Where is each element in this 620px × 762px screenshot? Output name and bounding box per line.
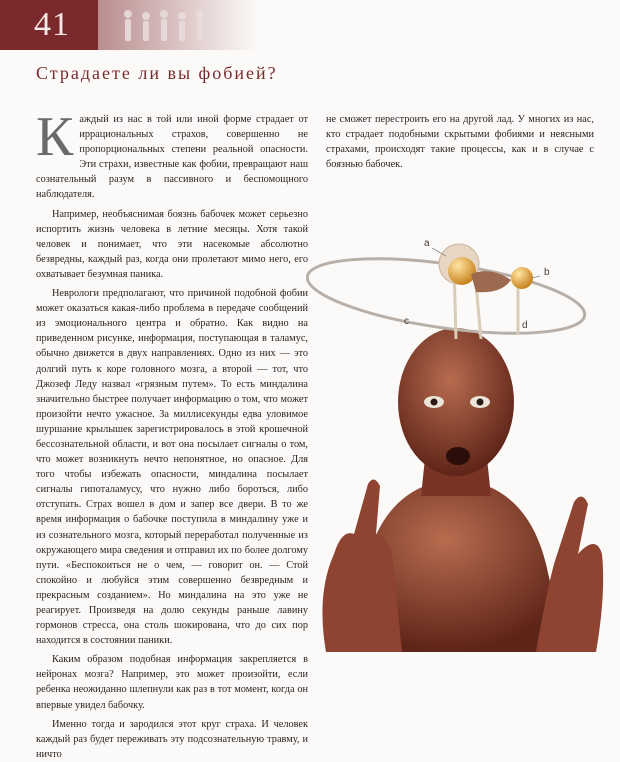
page-number-box: [0, 0, 98, 50]
text-column-left: [36, 106, 308, 762]
paragraph-3: Неврологи предполагают, что причиной подобной фобии может оказаться какая-либо проблема в передаче сообщений из эмоционального центра и обратно. Как видно на приведенном рисунке, информация, поступающая в таламус, обычно движется в двух направлениях. Одно из них — это долгий путь к коре головного мозга, а второй — тот, что Джозеф Леду назвал «грязным путем». То есть миндалина значительно быстрее получает информацию о том, что может произойти нечто ужасное. За миллисекунды едва уловимое шуршание крылышек зарегистрировалось в этой крошечной бессознательной области, и вот она посылает сигналы о том, что может возникнуть нечто непонятное, но опасное. Для того чтобы избежать опасности, миндалина посылает сигналы гипоталамусу, что нужно либо бороться, либо отступать. Страх вошел в дом и запер все двери. В то же время информация о бабочке поступила в миндалину уже и из сознательного мозга, который переработал полученные из окружающего мира сведения и отправил их по более долгому пути. «Беспокоиться не о чем, — говорит он. — Стой спокойно и любуйся этим совершенно безвредным и прекрасным созданием». Но миндалина на это уже не реагирует. Произведя на долю секунды раньше лавину гормонов стресса, она столь шокирована, что до сих пор находится в состоянии паники.: [36, 288, 308, 647]
paragraph-1-text: аждый из нас в той или иной форме страдает от иррациональных страхов, совершенно не пропорциональных степени реальной опасности. Эти страхи, известные как фобии, превращают наш сознательный разум в пассивного и беспомощного наблюдателя.: [36, 114, 308, 201]
figure-label-a: a: [424, 238, 430, 249]
drop-cap: К: [36, 106, 74, 168]
paragraph-1: [36, 106, 308, 203]
left-hand: [322, 479, 402, 652]
text-column-right: [326, 112, 594, 172]
page-number: 41: [34, 6, 70, 43]
figure-label-b: b: [544, 267, 550, 278]
paragraph-6: не сможет перестроить его на другой лад. У многих из нас, кто страдает подобными скрытыми фобиями и неясными страхами, происходят такие процессы, как и в случае с боязнью бабочек.: [326, 114, 594, 171]
figure-label-c: c: [404, 316, 409, 327]
cortex-ball: [511, 267, 533, 289]
mouth: [446, 447, 470, 465]
figure-label-d: d: [522, 320, 528, 331]
paragraph-5: Именно тогда и зародился этот круг страха. И человек каждый раз будет переживать эту подсознательную травму, и ничто: [36, 718, 308, 760]
paragraph-2: Например, необъяснимая боязнь бабочек может серьезно испортить жизнь человека в летние месяцы. Хотя такой человек и понимает, что эти насекомые абсолютно безвредны, каждый раз, когда они пролетают мимо него, его охватывает безумная паника.: [36, 208, 308, 280]
article-title: Страдаете ли вы фобией?: [36, 63, 278, 83]
fear-circuit-figure: [306, 234, 606, 652]
header-fade-band: [98, 0, 258, 50]
figure-illustration: [306, 234, 606, 652]
silhouettes-decoration: [98, 0, 258, 50]
amygdala-ball: [448, 257, 476, 285]
paragraph-4: Каким образом подобная информация закрепляется в нейронах мозга? Например, это может произойти, если ребенка неожиданно шлепнули как раз в тот момент, когда он впервые увидел бабочку.: [36, 654, 308, 711]
